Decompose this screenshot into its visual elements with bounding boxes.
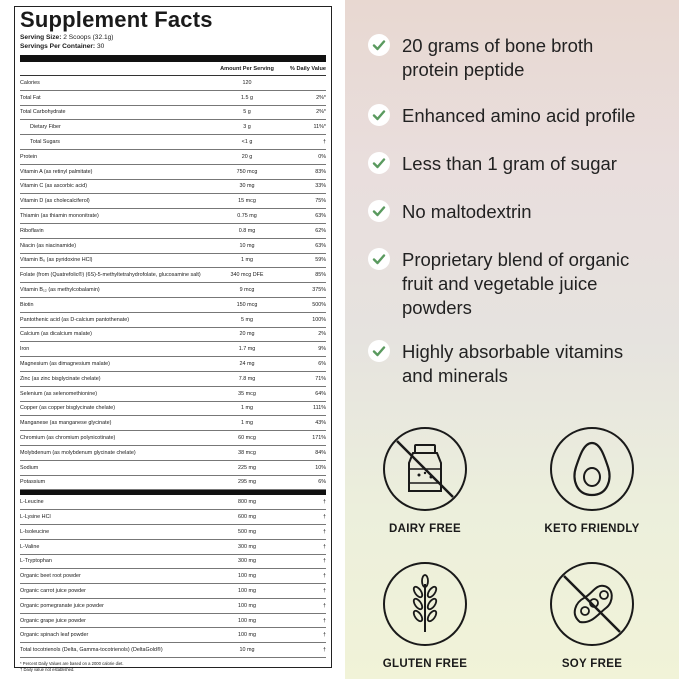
row-name: Total Fat [20,94,41,101]
table-row [20,180,326,195]
benefit-item [368,104,635,128]
row-amount: 60 mcg [238,435,256,442]
soy-free-label: SOY FREE [561,658,623,670]
table-row [20,298,326,313]
row-name: L-Valine [20,543,40,550]
row-amount: 100 mg [238,602,256,609]
row-name: Vitamin D (as cholecalciferol) [20,198,90,205]
table-row [20,254,326,269]
row-daily-value: 84% [315,449,326,456]
footnote-dagger: † Daily value not established. [20,667,75,673]
checkmark-icon [368,34,390,56]
table-row [20,387,326,402]
row-daily-value: 33% [315,183,326,190]
row-amount: 1.5 g [241,94,253,101]
row-name: Sodium [20,464,39,471]
row-daily-value: 2%* [316,94,326,101]
row-name: Total tocotrienols (Delta, Gamma-tocotrienols) (DeltaGold®) [20,647,163,654]
row-amount: 10 mg [239,242,255,249]
benefit-item [368,248,629,320]
gluten-free-label: GLUTEN FREE [382,658,468,670]
benefit-line: Enhanced amino acid profile [402,105,636,126]
dairy-free-label: DAIRY FREE [388,523,461,535]
gluten-free-icon [383,562,467,646]
badge-gluten-free [355,562,495,670]
table-row [20,372,326,387]
row-daily-value: 11%* [313,124,326,131]
row-daily-value: † [323,602,326,609]
row-amount: 800 mg [238,499,256,506]
row-daily-value: 6% [318,479,326,486]
benefit-text [402,104,635,128]
row-amount: 1.7 mg [238,346,256,353]
row-daily-value: 75% [315,198,326,205]
table-row [20,106,326,121]
table-row [20,540,326,555]
row-daily-value: 2% [318,331,326,338]
row-name: Total Sugars [30,139,60,146]
benefit-line: and minerals [402,365,508,386]
row-name: Organic beet root powder [20,573,81,580]
row-amount: 300 mg [238,543,256,550]
table-row [20,614,326,629]
row-amount: 150 mcg [236,301,258,308]
row-amount: 300 mg [238,558,256,565]
table-row [20,239,326,254]
serving-size-value: 2 Scoops (32.1g) [63,34,114,41]
row-amount: 500 mg [238,528,256,535]
row-amount: 100 mg [238,573,256,580]
row-amount: 15 mcg [238,198,256,205]
table-row [20,342,326,357]
row-daily-value: 83% [315,168,326,175]
table-row [20,431,326,446]
ingredient-rows [20,495,326,658]
row-daily-value: 43% [315,420,326,427]
benefit-line: powders [402,297,472,318]
badge-dairy-free [355,427,495,535]
column-header [20,62,326,76]
benefit-text [402,340,623,388]
row-name: Iron [20,346,30,353]
facts-title: Supplement Facts [20,7,213,32]
row-daily-value: 85% [315,272,326,279]
soy-free-icon [550,562,634,646]
row-name: Thiamin (as thiamin mononitrate) [20,213,99,220]
row-name: Copper (as copper bisglycinate chelate) [20,405,115,412]
table-row [20,476,326,491]
table-row [20,268,326,283]
nutrient-rows [20,76,326,490]
row-amount: 340 mcg DFE [230,272,264,279]
row-amount: 295 mg [238,479,256,486]
row-daily-value: 63% [315,242,326,249]
table-row [20,446,326,461]
table-row [20,555,326,570]
row-amount: 120 [242,79,252,86]
table-row [20,283,326,298]
row-name: Pantothenic acid (as D-calcium pantothenate) [20,316,130,323]
row-name: Potassium [20,479,46,486]
row-name: Calcium (as dicalcium malate) [20,331,92,338]
row-name: Molybdenum (as molybdenum glycinate chelate) [20,449,136,456]
table-row [20,461,326,476]
row-name: L-Leucine [20,499,44,506]
row-name: Niacin (as niacinamide) [20,242,77,249]
row-daily-value: 9% [318,346,326,353]
benefit-line: No maltodextrin [402,201,532,222]
row-name: Organic pomegranate juice powder [20,602,104,609]
row-daily-value: 2%* [316,109,326,116]
row-amount: 100 mg [238,632,256,639]
servings-per-container [20,42,326,51]
avocado-icon [550,427,634,511]
benefit-line: Highly absorbable vitamins [402,341,624,362]
row-daily-value: † [323,543,326,550]
row-daily-value: 100% [312,316,326,323]
table-row [20,194,326,209]
row-amount: 5 mg [241,316,253,323]
row-amount: 20 g [241,153,253,160]
row-amount: 100 mg [238,617,256,624]
row-name: L-Lysine HCl [20,514,51,520]
benefit-text [402,34,593,82]
servings-value: 30 [96,43,105,50]
row-name: L-Isoleucine [20,528,50,535]
benefit-item [368,152,617,176]
row-name: Organic carrot juice powder [20,587,86,594]
table-row [20,357,326,372]
benefit-line: Less than 1 gram of sugar [402,153,617,174]
table-row [20,402,326,417]
checkmark-icon [368,200,390,222]
table-row [20,628,326,643]
table-row [20,643,326,658]
table-row [20,76,326,91]
row-name: Manganese (as manganese glycinate) [20,420,112,427]
table-row [20,328,326,343]
row-daily-value: 6% [318,361,326,368]
row-amount: 0.8 mg [238,227,256,234]
row-name: Folate (from (Quatrefolic®) (6S)-5-methyltetrahydrofolate, glucosamine salt) [20,272,201,279]
table-row [20,209,326,224]
row-name: Chromium (as chromium polynicotinate) [20,435,116,442]
row-daily-value: 71% [315,375,326,382]
row-amount: 38 mcg [238,449,256,456]
table-row [20,165,326,180]
row-daily-value: 59% [315,257,326,264]
benefit-item [368,34,593,82]
row-amount: 1 mg [241,257,253,264]
row-amount: 1 mg [241,405,253,412]
row-amount: 225 mg [238,464,256,471]
row-amount: 9 mcg [239,287,255,294]
row-daily-value: 111% [313,405,326,412]
row-name: Riboflavin [20,227,44,234]
badge-keto-friendly [522,427,662,535]
keto-friendly-label: KETO FRIENDLY [544,523,640,535]
row-name: Dietary Fiber [30,124,61,131]
row-amount: 750 mcg [236,168,258,175]
row-name: Total Carbohydrate [20,109,66,116]
table-row [20,91,326,106]
row-amount: <1 g [241,139,253,146]
benefit-text [402,248,629,320]
dairy-free-icon [383,427,467,511]
checkmark-icon [368,104,390,126]
benefit-line: 20 grams of bone broth [402,35,594,56]
row-name: Calories [20,79,40,86]
row-daily-value: 64% [315,390,326,397]
row-daily-value: † [323,558,326,565]
table-row [20,416,326,431]
row-name: Organic grape juice powder [20,617,86,624]
col-daily-value: % Daily Value [289,65,326,72]
row-amount: 24 mg [239,361,255,368]
benefit-line: Proprietary blend of organic [402,249,630,270]
row-daily-value: † [323,632,326,639]
table-row [20,584,326,599]
row-daily-value: 500% [312,301,326,308]
benefit-text [402,152,617,176]
row-amount: 100 mg [238,587,256,594]
serving-size [20,33,326,42]
table-row [20,313,326,328]
footnotes [20,661,326,673]
table-row [20,599,326,614]
table-row [20,120,326,135]
row-daily-value: † [323,499,326,506]
row-name: Vitamin A (as retinyl palmitate) [20,168,93,175]
row-daily-value: 10% [315,464,326,471]
row-name: Protein [20,153,38,160]
row-daily-value: 171% [312,435,326,442]
row-amount: 30 mg [239,183,255,190]
serving-size-label: Serving Size: [20,34,62,41]
badge-soy-free [522,562,662,670]
benefit-item [368,200,532,224]
row-daily-value: † [323,514,326,520]
table-row [20,569,326,584]
row-amount: 10 mg [239,647,255,654]
row-name: Magnesium (as dimagnesium malate) [20,361,110,368]
row-name: Vitamin C (as ascorbic acid) [20,183,88,190]
row-daily-value: † [323,617,326,624]
row-name: Vitamin B₁₂ (as methylcobalamin) [20,287,100,294]
row-daily-value: † [323,647,326,654]
row-amount: 600 mg [238,514,256,520]
table-row [20,525,326,540]
benefit-item [368,340,623,388]
checkmark-icon [368,340,390,362]
row-amount: 7.8 mg [238,375,256,382]
row-name: Selenium (as selenomethionine) [20,390,98,397]
table-row [20,224,326,239]
row-daily-value: 375% [312,287,326,294]
table-row [20,495,326,510]
table-row [20,135,326,150]
row-amount: 3 g [243,124,251,131]
checkmark-icon [368,152,390,174]
row-daily-value: † [323,573,326,580]
row-amount: 5 g [243,109,251,116]
row-amount: 0.75 mg [237,213,257,220]
row-daily-value: † [323,528,326,535]
checkmark-icon [368,248,390,270]
servings-label: Servings Per Container: [20,43,96,50]
row-name: Zinc (as zinc bisglycinate chelate) [20,375,101,382]
row-daily-value: † [323,139,326,146]
row-name: Vitamin B₆ (as pyridoxine HCl) [20,257,93,264]
benefit-line: protein peptide [402,59,525,80]
row-daily-value: 0% [318,153,326,160]
row-name: L-Tryptophan [20,558,52,565]
divider-thick [20,55,326,62]
row-daily-value: 63% [315,213,326,220]
benefit-text [402,200,532,224]
row-amount: 35 mcg [238,390,256,397]
row-amount: 20 mg [239,331,255,338]
table-row [20,510,326,525]
benefit-line: fruit and vegetable juice [402,273,598,294]
col-amount: Amount Per Serving [220,65,274,72]
row-amount: 1 mg [241,420,253,427]
row-daily-value: † [323,587,326,594]
row-name: Organic spinach leaf powder [20,632,89,639]
footnote-dv: * Percent Daily Values are based on a 2000 calorie diet. [20,661,124,667]
row-name: Biotin [20,301,34,308]
row-daily-value: 62% [315,227,326,234]
table-row [20,150,326,165]
supplement-facts-label [14,6,332,673]
